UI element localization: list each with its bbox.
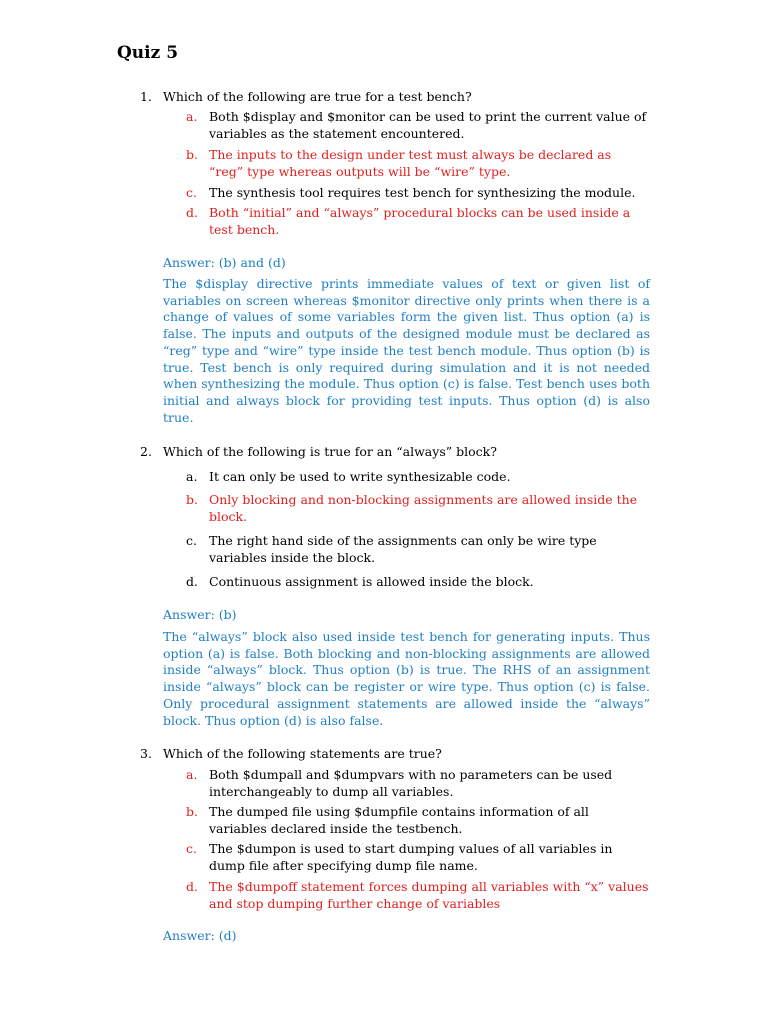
option-letter: c. (186, 533, 197, 548)
option-letter: d. (186, 205, 198, 220)
page-title: Quiz 5 (117, 43, 179, 63)
option-letter: d. (186, 574, 198, 589)
option-letter: a. (186, 767, 198, 782)
option-text: The $dumpoff statement forces dumping all variables with “x” values and stop dumping further change of variables (209, 879, 649, 911)
answer-1: Answer: (b) and (d) (163, 255, 286, 270)
option-text: The right hand side of the assignments can only be wire type variables inside the block. (209, 533, 597, 565)
option-text: The $dumpon is used to start dumping values of all variables in dump file after specifying dump file name. (209, 841, 613, 873)
option-text: The synthesis tool requires test bench for synthesizing the module. (209, 185, 636, 200)
option-letter: a. (186, 109, 198, 124)
option-text: Only blocking and non-blocking assignments are allowed inside the block. (209, 492, 638, 524)
option-text: Both $dumpall and $dumpvars with no parameters can be used interchangeably to dump all variables. (209, 767, 613, 799)
answer-3: Answer: (d) (163, 928, 237, 943)
question-text: Which of the following is true for an “always” block? (163, 444, 497, 459)
question-text: Which of the following are true for a test bench? (163, 89, 472, 104)
question-number: 3. (140, 746, 152, 761)
option-letter: b. (186, 147, 198, 162)
option-letter: b. (186, 804, 198, 819)
option-letter: d. (186, 879, 198, 894)
question-number: 1. (140, 89, 152, 104)
option-text: It can only be used to write synthesizable code. (209, 469, 511, 484)
option-letter: c. (186, 185, 197, 200)
option-letter: a. (186, 469, 198, 484)
option-text: The inputs to the design under test must always be declared as “reg” type whereas outputs will be “wire” type. (209, 147, 612, 179)
explanation-1: The $display directive prints immediate values of text or given list of variables on screen whereas $monitor directive only prints when there is a change of values of some variables form the given list. Thus option (a) is false. The inputs and outputs of the designed module must be declared as “reg” type and “wire” type inside the test bench module. Thus option (b) is true. Test bench is only required during simulation and it is not needed when synthesizing the module. Thus option (c) is false. Test bench uses both initial and always block for providing test inputs. Thus option (d) is also true. (163, 276, 650, 425)
option-text: Both “initial” and “always” procedural blocks can be used inside a test bench. (209, 205, 631, 237)
option-letter: b. (186, 492, 198, 507)
question-number: 2. (140, 444, 152, 459)
option-text: The dumped file using $dumpfile contains information of all variables declared inside the testbench. (209, 804, 589, 836)
option-letter: c. (186, 841, 197, 856)
option-text: Continuous assignment is allowed inside the block. (209, 574, 534, 589)
explanation-2: The “always” block also used inside test bench for generating inputs. Thus option (a) is false. Both blocking and non-blocking assignments are allowed inside “always” block. Thus option (b) is true. The RHS of an assignment inside “always” block can be register or wire type. Thus option (c) is false. Only procedural assignment statements are allowed inside the “always” block. Thus option (d) is also false. (163, 629, 650, 728)
option-text: Both $display and $monitor can be used to print the current value of variables as the statement encountered. (209, 109, 647, 141)
answer-2: Answer: (b) (163, 607, 237, 622)
question-text: Which of the following statements are true? (163, 746, 442, 761)
